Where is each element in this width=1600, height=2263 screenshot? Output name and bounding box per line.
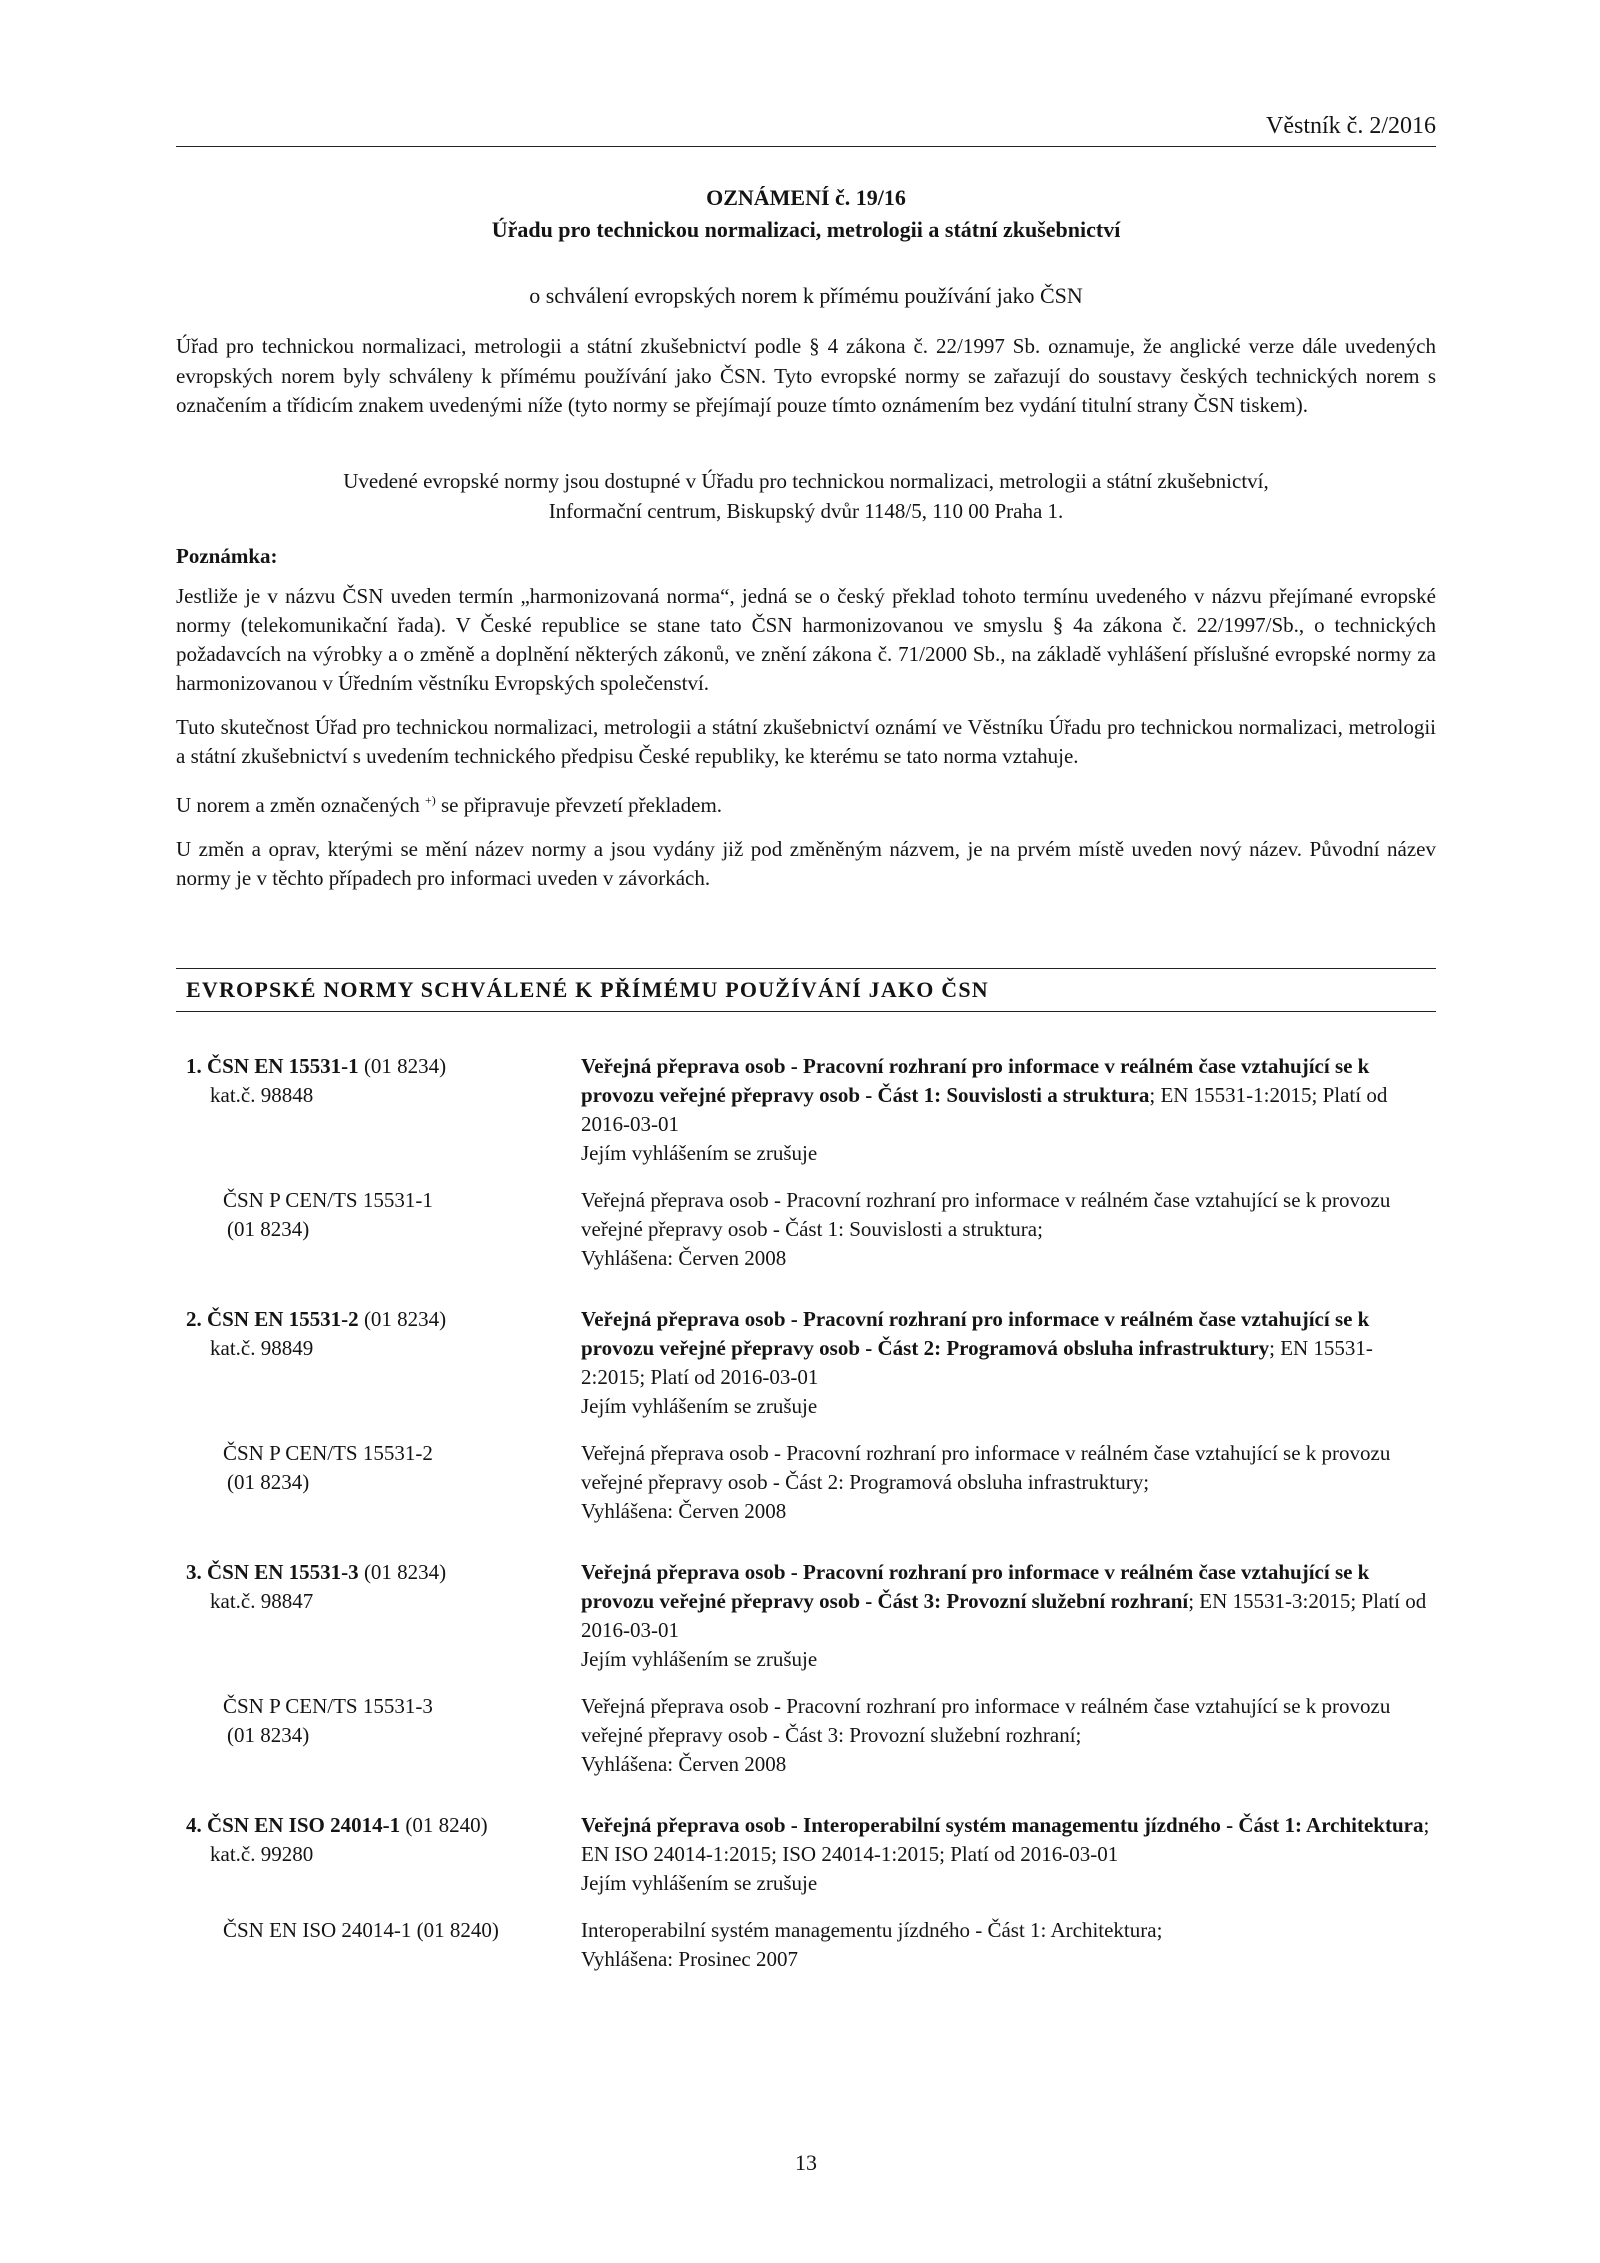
translation-mark: +) bbox=[424, 793, 436, 807]
entry-number: 3. bbox=[186, 1560, 202, 1584]
note-translation-text-end: se připravuje převzetí překladem. bbox=[435, 793, 723, 817]
announcement-subject: o schválení evropských norem k přímému používání jako ČSN bbox=[529, 283, 1083, 308]
note-translation-text: U norem a změn označených bbox=[176, 793, 425, 817]
page-number: 13 bbox=[795, 2150, 817, 2175]
note-paragraph-harmonized: Jestliže je v názvu ČSN uveden termín „harmonizovaná norma“, jedná se o český překlad tohoto termínu uvedeného v názvu přejímané evropské normy (telekomunikační řada). V České republice se stane tato ČSN harmonizovanou ve smyslu § 4a zákona č. 22/1997/Sb., o technických požadavcích na výrobky a o změně a doplnění některých zákonů, ve znění zákona č. 71/2000 Sb., na základě vyhlášení příslušné evropské normy za harmonizovanou v Úředním věstníku Evropských společenství. bbox=[176, 584, 1436, 695]
note-paragraph-announcement: Tuto skutečnost Úřad pro technickou normalizaci, metrologii a státní zkušebnictví oznámí ve Věstníku Úřadu pro technickou normalizaci, metrologii a státní zkušebnictví s uvedením technického předpisu České republiky, ke kterému se tato norma vztahuje. bbox=[176, 715, 1436, 768]
replaced-published: Vyhlášena: Červen 2008 bbox=[581, 1246, 787, 1270]
cancels-text: Jejím vyhlášením se zrušuje bbox=[581, 1394, 818, 1418]
replaced-standard-title: Veřejná přeprava osob - Pracovní rozhraní pro informace v reálném čase vztahující se k provozu veřejné přepravy osob - Část 3: Provozní služební rozhraní; bbox=[581, 1694, 1391, 1747]
standards-list bbox=[176, 1052, 1436, 2006]
availability-line-2: Informační centrum, Biskupský dvůr 1148/5, 110 00 Praha 1. bbox=[548, 499, 1064, 523]
replaced-standard-code: ČSN P CEN/TS 15531-3 bbox=[223, 1694, 433, 1718]
entry-number: 4. bbox=[186, 1813, 202, 1837]
replaced-standard-code: ČSN P CEN/TS 15531-1 bbox=[223, 1188, 433, 1212]
announcement-number: OZNÁMENÍ č. 19/16 bbox=[706, 185, 906, 210]
replaced-standard-title: Veřejná přeprava osob - Pracovní rozhraní pro informace v reálném čase vztahující se k provozu veřejné přepravy osob - Část 2: Programová obsluha infrastruktury; bbox=[581, 1441, 1391, 1494]
standard-code: ČSN EN 15531-1 bbox=[207, 1054, 359, 1078]
cancels-text: Jejím vyhlášením se zrušuje bbox=[581, 1871, 818, 1895]
standard-code: ČSN EN ISO 24014-1 bbox=[207, 1813, 401, 1837]
replaced-published: Vyhlášena: Červen 2008 bbox=[581, 1499, 787, 1523]
replaced-standard-title: Interoperabilní systém managementu jízdného - Část 1: Architektura; bbox=[581, 1918, 1163, 1942]
entry-number: 1. bbox=[186, 1054, 202, 1078]
section-heading: EVROPSKÉ NORMY SCHVÁLENÉ K PŘÍMÉMU POUŽÍVÁNÍ JAKO ČSN bbox=[176, 968, 1436, 1012]
entry-number: 2. bbox=[186, 1307, 202, 1331]
replaced-standard-code: ČSN EN ISO 24014-1 (01 8240) bbox=[223, 1918, 499, 1942]
standard-entry bbox=[176, 1305, 1436, 1526]
class-code: (01 8234) bbox=[358, 1307, 447, 1331]
catalog-number: kat.č. 98848 bbox=[210, 1083, 314, 1107]
journal-header: Věstník č. 2/2016 bbox=[176, 112, 1436, 147]
catalog-number: kat.č. 98847 bbox=[210, 1589, 314, 1613]
class-code: (01 8234) bbox=[358, 1054, 447, 1078]
issuing-office: Úřadu pro technickou normalizaci, metrologii a státní zkušebnictví bbox=[491, 217, 1121, 242]
availability-notice bbox=[176, 466, 1436, 526]
standard-title: Veřejná přeprava osob - Pracovní rozhraní pro informace v reálném čase vztahující se k provozu veřejné přepravy osob - Část 1: Souvislosti a struktura bbox=[581, 1054, 1370, 1107]
standard-title: Veřejná přeprava osob - Pracovní rozhraní pro informace v reálném čase vztahující se k provozu veřejné přepravy osob - Část 2: Programová obsluha infrastruktury bbox=[581, 1307, 1370, 1360]
cancels-text: Jejím vyhlášením se zrušuje bbox=[581, 1647, 818, 1671]
replaced-class-code: (01 8234) bbox=[227, 1723, 310, 1747]
standard-details: ; EN 15531-3:2015; Platí od 2016-03-01 bbox=[581, 1589, 1427, 1642]
note-heading: Poznámka: bbox=[176, 544, 278, 568]
cancels-text: Jejím vyhlášením se zrušuje bbox=[581, 1141, 818, 1165]
replaced-published: Vyhlášena: Červen 2008 bbox=[581, 1752, 787, 1776]
standard-code: ČSN EN 15531-3 bbox=[207, 1560, 359, 1584]
note-paragraph-translation bbox=[176, 786, 1436, 820]
catalog-number: kat.č. 99280 bbox=[210, 1842, 314, 1866]
standard-entry bbox=[176, 1811, 1436, 1974]
standard-details: ; EN ISO 24014-1:2015; ISO 24014-1:2015; Platí od 2016-03-01 bbox=[581, 1813, 1430, 1866]
availability-line-1: Uvedené evropské normy jsou dostupné v Úřadu pro technickou normalizaci, metrologii a státní zkušebnictví, bbox=[343, 469, 1269, 493]
standard-details: ; EN 15531-1:2015; Platí od 2016-03-01 bbox=[581, 1083, 1388, 1136]
class-code: (01 8234) bbox=[358, 1560, 447, 1584]
class-code: (01 8240) bbox=[400, 1813, 488, 1837]
note-paragraph-renamed: U změn a oprav, kterými se mění název normy a jsou vydány již pod změněným názvem, je na prvém místě uveden nový název. Původní název normy je v těchto případech pro informaci uveden v závorkách. bbox=[176, 837, 1436, 890]
standard-title: Veřejná přeprava osob - Pracovní rozhraní pro informace v reálném čase vztahující se k provozu veřejné přepravy osob - Část 3: Provozní služební rozhraní bbox=[581, 1560, 1370, 1613]
replaced-class-code: (01 8234) bbox=[227, 1217, 310, 1241]
notes-block bbox=[176, 582, 1436, 908]
intro-paragraph: Úřad pro technickou normalizaci, metrologii a státní zkušebnictví podle § 4 zákona č. 22/1997 Sb. oznamuje, že anglické verze dále uvedených evropských norem byly schváleny k přímému používání jako ČSN. Tyto evropské normy se zařazují do soustavy českých technických norem s označením a třídicím znakem uvedenými níže (tyto normy se přejímají pouze tímto oznámením bez vydání titulní strany ČSN tiskem). bbox=[176, 334, 1436, 417]
standard-entry bbox=[176, 1052, 1436, 1273]
announcement-title-block bbox=[176, 182, 1436, 312]
replaced-standard-title: Veřejná přeprava osob - Pracovní rozhraní pro informace v reálném čase vztahující se k provozu veřejné přepravy osob - Část 1: Souvislosti a struktura; bbox=[581, 1188, 1391, 1241]
standard-code: ČSN EN 15531-2 bbox=[207, 1307, 359, 1331]
standard-title: Veřejná přeprava osob - Interoperabilní systém managementu jízdného - Část 1: Architektura bbox=[581, 1813, 1424, 1837]
standard-details: ; EN 15531-2:2015; Platí od 2016-03-01 bbox=[581, 1336, 1373, 1389]
replaced-class-code: (01 8234) bbox=[227, 1470, 310, 1494]
catalog-number: kat.č. 98849 bbox=[210, 1336, 314, 1360]
replaced-standard-code: ČSN P CEN/TS 15531-2 bbox=[223, 1441, 433, 1465]
replaced-published: Vyhlášena: Prosinec 2007 bbox=[581, 1947, 798, 1971]
standard-entry bbox=[176, 1558, 1436, 1779]
